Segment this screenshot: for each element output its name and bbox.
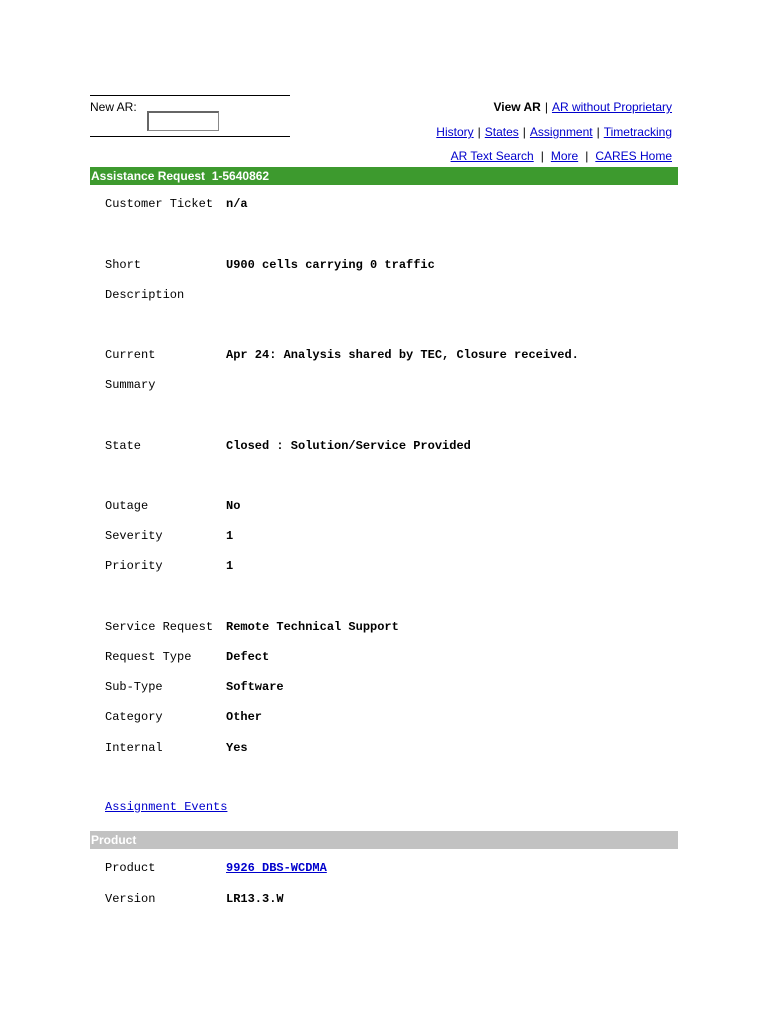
short-description-value: U900 cells carrying 0 traffic xyxy=(226,258,435,272)
more-link[interactable]: More xyxy=(550,149,579,163)
current-summary-value: Apr 24: Analysis shared by TEC, Closure received. xyxy=(226,348,579,362)
nav-separator: | xyxy=(544,100,548,114)
assistance-request-header: Assistance Request 1-5640862 xyxy=(90,167,678,185)
internal-value: Yes xyxy=(226,741,248,755)
new-ar-input[interactable] xyxy=(147,111,219,131)
sub-type-value: Software xyxy=(226,680,284,694)
outage-value: No xyxy=(226,499,241,513)
product-section-header: Product xyxy=(90,831,678,849)
short-description-label-1: Short xyxy=(105,258,142,272)
nav-line-1 xyxy=(493,100,672,114)
nav-separator: | xyxy=(596,125,600,139)
nav-separator: | xyxy=(477,125,481,139)
request-type-label: Request Type xyxy=(105,650,192,664)
sub-type-label: Sub-Type xyxy=(105,680,163,694)
nav-line-2 xyxy=(436,125,672,139)
state-value: Closed : Solution/Service Provided xyxy=(226,439,471,453)
version-value: LR13.3.W xyxy=(226,892,284,906)
new-ar-label: New AR: xyxy=(90,100,137,114)
new-ar-box xyxy=(90,95,290,137)
view-ar-label: View AR xyxy=(493,100,541,114)
customer-ticket-value: n/a xyxy=(226,197,248,211)
cares-home-link[interactable]: CARES Home xyxy=(595,149,672,163)
outage-label: Outage xyxy=(105,499,149,513)
service-request-label: Service Request xyxy=(105,620,214,634)
nav-line-3 xyxy=(451,149,672,163)
states-link[interactable]: States xyxy=(484,125,519,139)
assignment-events-link[interactable]: Assignment Events xyxy=(105,800,228,814)
assignment-link[interactable]: Assignment xyxy=(529,125,593,139)
nav-separator: | xyxy=(522,125,526,139)
product-label: Product xyxy=(105,861,156,875)
short-description-label-2: Description xyxy=(105,288,185,302)
service-request-value: Remote Technical Support xyxy=(226,620,399,634)
customer-ticket-label: Customer Ticket xyxy=(105,197,214,211)
current-summary-label-1: Current xyxy=(105,348,156,362)
internal-label: Internal xyxy=(105,741,163,755)
priority-label: Priority xyxy=(105,559,163,573)
ar-without-proprietary-link[interactable]: AR without Proprietary xyxy=(551,100,672,114)
current-summary-label-2: Summary xyxy=(105,378,156,392)
nav-separator: | xyxy=(540,149,544,163)
severity-label: Severity xyxy=(105,529,163,543)
version-label: Version xyxy=(105,892,156,906)
product-link[interactable]: 9926 DBS-WCDMA xyxy=(226,861,327,875)
history-link[interactable]: History xyxy=(436,125,474,139)
category-value: Other xyxy=(226,710,263,724)
nav-separator: | xyxy=(585,149,589,163)
request-type-value: Defect xyxy=(226,650,270,664)
severity-value: 1 xyxy=(226,529,234,543)
state-label: State xyxy=(105,439,142,453)
priority-value: 1 xyxy=(226,559,234,573)
timetracking-link[interactable]: Timetracking xyxy=(603,125,672,139)
ar-text-search-link[interactable]: AR Text Search xyxy=(450,149,534,163)
category-label: Category xyxy=(105,710,163,724)
